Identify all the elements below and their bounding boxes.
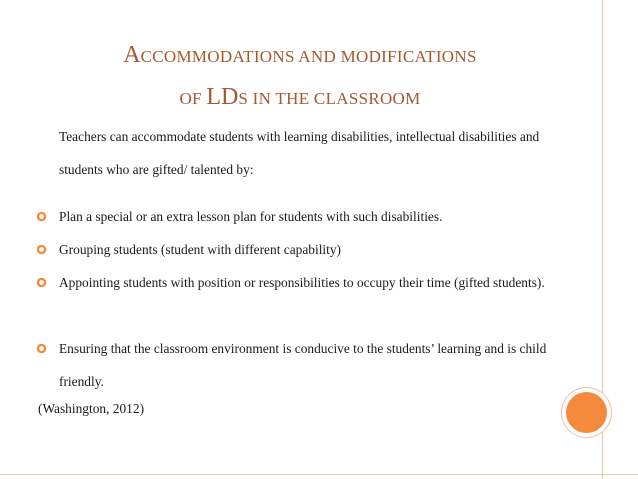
title-text-segment: A <box>123 42 141 68</box>
bullet-text: Ensuring that the classroom environment is conducive to the students’ learning and is child friendly. <box>59 341 547 389</box>
slide-title-line-1 <box>40 33 560 75</box>
bullet-item <box>36 200 566 233</box>
slide-title-line-2 <box>40 75 560 117</box>
circle-bullet-icon <box>36 343 47 354</box>
circle-bullet-icon <box>36 244 47 255</box>
bottom-border-line <box>0 474 638 475</box>
circle-bullet-icon <box>36 211 47 222</box>
bullet-text: Plan a special or an extra lesson plan for students with such disabilities. <box>59 209 443 224</box>
bullet-item <box>36 233 566 266</box>
title-text-segment: LD <box>206 84 239 110</box>
circle-bullet-icon <box>36 277 47 288</box>
bullet-text: Appointing students with position or responsibilities to occupy their time (gifted students). <box>59 275 545 290</box>
bullet-item <box>36 332 566 398</box>
citation: (Washington, 2012) <box>38 401 145 416</box>
title-text-segment: S IN THE CLASSROOM <box>238 89 421 108</box>
decorative-orange-circle <box>566 392 607 433</box>
title-text-segment: CCOMMODATIONS AND MODIFICATIONS <box>140 47 477 66</box>
intro-paragraph: Teachers can accommodate students with learning disabilities, intellectual disabilities and students who are gifted/ talented by: <box>59 129 540 177</box>
title-text-segment: OF <box>179 89 207 108</box>
bullet-text: Grouping students (student with different capability) <box>59 242 342 257</box>
bullet-item <box>36 266 566 299</box>
slide-title <box>40 33 560 117</box>
